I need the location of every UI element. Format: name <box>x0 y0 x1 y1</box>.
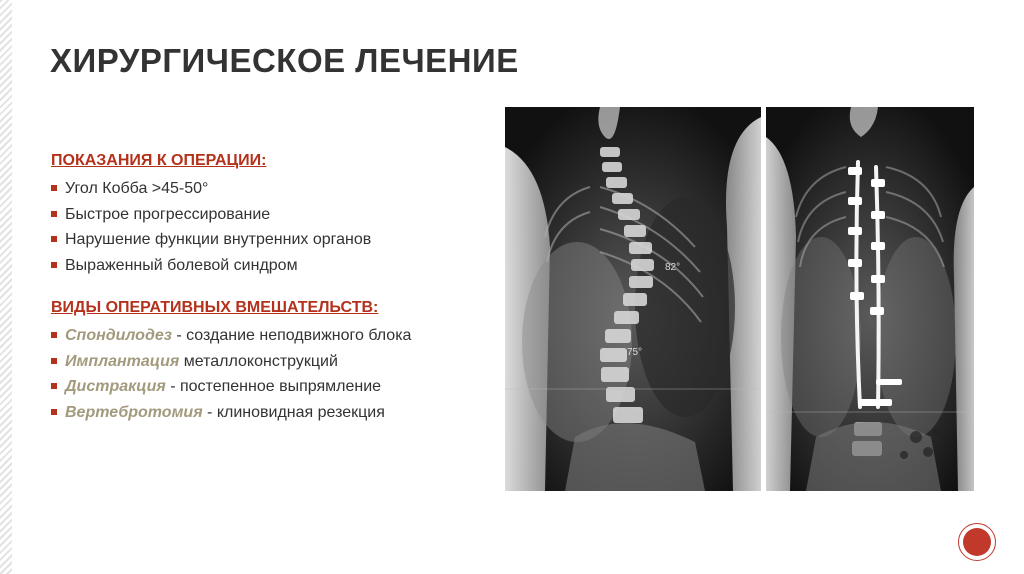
list-item: Угол Кобба >45-50° <box>51 176 491 202</box>
list-item <box>51 349 491 375</box>
cobb-angle-upper: 82° <box>665 262 681 273</box>
term-vertebrotomy: Вертебротомия <box>65 403 203 421</box>
slide-content <box>51 150 491 425</box>
list-item: Быстрое прогрессирование <box>51 202 491 228</box>
list-item <box>51 374 491 400</box>
interventions-heading: ВИДЫ ОПЕРАТИВНЫХ ВМЕШАТЕЛЬСТВ: <box>51 299 379 316</box>
decorative-stripe <box>0 0 12 574</box>
indications-heading: ПОКАЗАНИЯ К ОПЕРАЦИИ: <box>51 152 267 169</box>
term-description: металлоконструкций <box>179 352 338 370</box>
term-description: - постепенное выпрямление <box>165 378 382 395</box>
term-implantation: Имплантация <box>65 352 180 370</box>
slide-title: ХИРУРГИЧЕСКОЕ ЛЕЧЕНИЕ <box>50 42 519 79</box>
list-item: Выраженный болевой синдром <box>51 253 491 279</box>
term-distraction: Дистракция <box>65 378 166 395</box>
square-bullet-icon <box>51 332 57 338</box>
nav-circle-icon <box>963 528 991 556</box>
list-item <box>51 400 491 426</box>
list-item <box>51 323 491 349</box>
square-bullet-icon <box>51 409 57 415</box>
square-bullet-icon <box>51 262 57 268</box>
list-item: Нарушение функции внутренних органов <box>51 227 491 253</box>
xray-preop-image <box>505 107 761 491</box>
slide-nav-button[interactable] <box>958 523 996 561</box>
square-bullet-icon <box>51 236 57 242</box>
square-bullet-icon <box>51 185 57 191</box>
term-description: - создание неподвижного блока <box>171 327 412 344</box>
xray-preoperative <box>505 107 761 491</box>
square-bullet-icon <box>51 358 57 364</box>
square-bullet-icon <box>51 211 57 217</box>
square-bullet-icon <box>51 383 57 389</box>
indications-list <box>51 176 491 278</box>
interventions-list <box>51 323 491 425</box>
cobb-angle-lower: 75° <box>627 347 643 358</box>
xray-postop-image <box>766 107 974 491</box>
term-spondylodesis: Спондилодез <box>65 327 172 344</box>
term-description: - клиновидная резекция <box>202 403 385 421</box>
xray-postoperative <box>766 107 974 491</box>
